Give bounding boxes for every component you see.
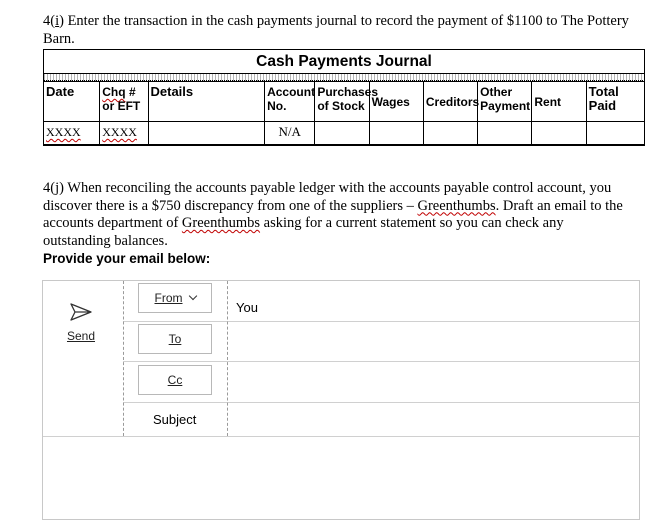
journal-table: [43, 81, 645, 146]
col-wages: Wages: [369, 82, 423, 122]
from-value: You: [236, 300, 258, 315]
cell-purchases[interactable]: [315, 122, 369, 146]
col-rent: Rent: [532, 82, 586, 122]
send-label: Send: [66, 329, 96, 343]
label-column-divider: [227, 281, 228, 436]
col-account-no: Account No.: [265, 82, 315, 122]
email-compose-window: [42, 280, 640, 520]
col-other-payment: Other Payment: [478, 82, 532, 122]
email-body-input[interactable]: [43, 438, 639, 518]
question-4j: 4(j) When reconciling the accounts payable ledger with the accounts payable control account, you discover there is a $750 discrepancy from one of the suppliers – Greenthumbs. Draft an email to the accounts department of Greenthumbs asking for a current statement so you can check any outstanding balances. Provide your email below:: [43, 180, 623, 266]
chevron-down-icon: [188, 292, 196, 300]
cc-input[interactable]: [229, 363, 639, 401]
from-label: From: [154, 291, 183, 305]
body-divider: [43, 436, 640, 437]
to-button[interactable]: [138, 324, 212, 354]
cc-label: Cc: [167, 373, 183, 387]
cell-rent[interactable]: [532, 122, 586, 146]
col-details: Details: [148, 82, 265, 122]
journal-title: Cash Payments Journal: [43, 49, 645, 73]
question-4i: [43, 13, 643, 48]
email-instruction: Provide your email below:: [43, 251, 211, 266]
cell-creditors[interactable]: [423, 122, 477, 146]
header-divider: [123, 321, 640, 322]
question-letter: i: [55, 13, 60, 29]
journal-divider: [43, 73, 645, 81]
col-creditors: Creditors: [423, 82, 477, 122]
col-chq: Chq # or EFT: [100, 82, 148, 122]
send-column-divider: [123, 281, 124, 436]
to-label: To: [168, 332, 182, 346]
cc-button[interactable]: [138, 365, 212, 395]
col-total-paid: Total Paid: [586, 82, 644, 122]
supplier-name: Greenthumbs: [417, 197, 496, 214]
cell-account-no[interactable]: N/A: [265, 122, 315, 146]
send-icon: [70, 303, 92, 321]
col-purchases-of-stock: Purchases of Stock: [315, 82, 369, 122]
journal-header-row: [44, 82, 645, 122]
cell-date[interactable]: XXXX: [44, 122, 100, 146]
journal-entry-row: [44, 122, 645, 146]
subject-input[interactable]: [229, 404, 639, 435]
supplier-name: Greenthumbs: [181, 215, 261, 231]
cash-payments-journal: [43, 49, 645, 146]
from-button[interactable]: [138, 283, 212, 313]
cell-chq[interactable]: XXXX: [100, 122, 148, 146]
cell-other[interactable]: [478, 122, 532, 146]
header-divider: [123, 402, 640, 403]
col-date: Date: [44, 82, 100, 122]
question-number: 4(: [43, 13, 56, 29]
cell-total[interactable]: [586, 122, 644, 146]
question-text: ) Enter the transaction in the cash payments journal to record the payment of $1100 to The Pottery Barn.: [43, 13, 629, 47]
to-input[interactable]: [229, 323, 639, 360]
subject-label: Subject: [153, 412, 197, 427]
cell-details[interactable]: [148, 122, 265, 146]
header-divider: [123, 361, 640, 362]
send-button[interactable]: [43, 281, 123, 401]
cell-wages[interactable]: [369, 122, 423, 146]
